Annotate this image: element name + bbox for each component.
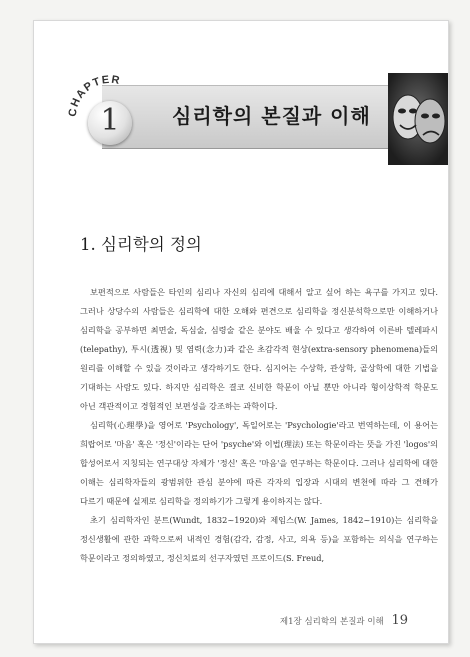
chapter-number: 1 [100, 103, 120, 138]
chapter-banner [52, 73, 444, 165]
theater-masks-image [388, 73, 448, 165]
paragraph-3: 초기 심리학자인 분트(Wundt, 1832~1920)와 제임스(W. James, 1842~1910)는 심리학을 정신생활에 관한 과학으로써 내적인 경험(감각, 감정, 사고, 의욕 등)을 포함하는 의식을 연구하는 학문이라고 정의하였고, 정신치료의 선구자였던 프로이드(S. Freud, [80, 515, 438, 563]
footer-chapter-label: 제1장 심리학의 본질과 이해 [279, 617, 384, 627]
chapter-word: CHAPTER [66, 73, 122, 118]
chapter-title: 심리학의 본질과 이해 [172, 104, 371, 128]
paragraph-2: 심리학(心理學)을 영어로 'Psychology', 독일어로는 'Psychologie'라고 번역하는데, 이 용어는 희랍어로 '마음' 혹은 '정신'이라는 단어 'psyche'와 이법(理法) 또는 학문이라는 뜻을 가진 'logos'의 합성어로서 지칭되는 연구대상 자체가 '정신' 혹은 '마음'을 연구하는 학문이다. 그러나 심리학에 대한 이해는 심리학자들의 광범위한 관심 분야에 따른 각자의 입장과 시대의 변천에 따라 그 견해가 다르기 때문에 실제로 심리학을 정의하기가 그렇게 용이하지는 않다. [80, 420, 438, 506]
chapter-badge [52, 73, 152, 165]
page-number: 19 [391, 613, 408, 628]
paragraph-1: 보편적으로 사람들은 타인의 심리나 자신의 심리에 대해서 알고 싶어 하는 욕구를 가지고 있다. 그러나 상당수의 사람들은 심리학에 대한 오해와 편견으로 심리학을 정신분석학으로만 이해하거나 심리학을 공부하면 최면술, 독심술, 심령술 같은 분야도 배울 수 있다고 생각하여 이른바 텔레파시(telepathy), 투시(透視) 및 염력(念力)과 같은 초감각적 현상(extra-sensory phenomena)들의 원리를 이해할 수 있을 것이라고 생각하기도 한다. 심지어는 수상학, 관상학, 골상학에 대한 기법을 기대하는 사람도 있다. 하지만 심리학은 결코 신비한 학문이 아닐 뿐만 아니라 형이상학적 학문도 아닌 객관적이고 경험적인 보편성을 강조하는 과학이다. [80, 287, 438, 411]
book-page [33, 20, 449, 644]
page-footer [280, 613, 408, 628]
body-text [80, 283, 438, 568]
section-heading: 1. 심리학의 정의 [80, 235, 202, 254]
